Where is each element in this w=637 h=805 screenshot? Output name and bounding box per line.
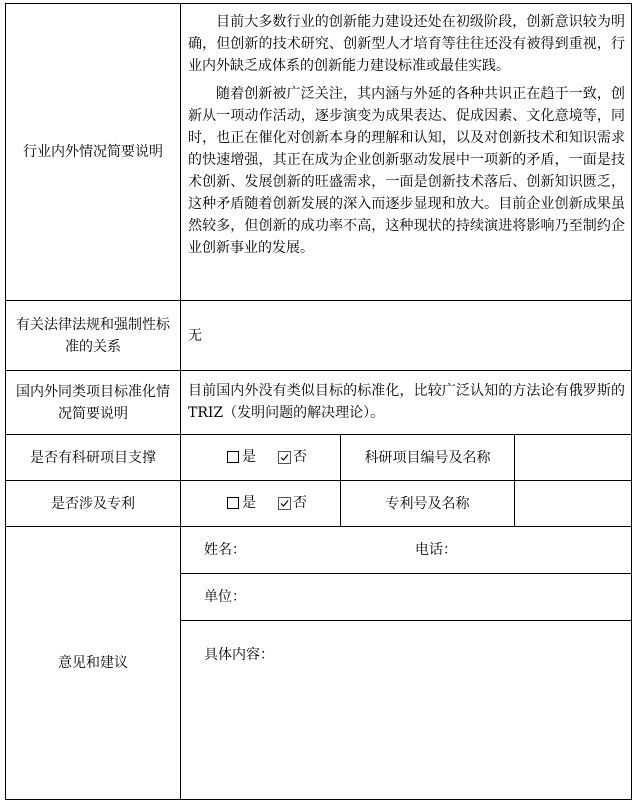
standard-value: 目前国内外没有类似目标的标准化，比较广泛认知的方法论有俄罗斯的 TRIZ（发明问题的解决理论）。 (188, 383, 625, 421)
patent-yes-checkbox[interactable] (227, 497, 239, 509)
industry-label-text: 行业内外情况简要说明 (23, 144, 163, 160)
research-label (6, 435, 180, 480)
opinion-label (6, 527, 180, 799)
checkmark-icon (280, 499, 289, 508)
research-choice (227, 447, 307, 467)
patent-no-checkbox[interactable] (278, 497, 291, 510)
patent-no-label: 否 (293, 495, 307, 511)
research-field-label-text: 科研项目编号及名称 (364, 449, 491, 466)
industry-paragraph-1: 目前大多数行业的创新能力建设还处在初级阶段，创新意识较为明确，但创新的技术研究、创新型人才培育等往往还没有被得到重视，行业内外缺乏成体系的创新能力建设标准或最佳实践。 (188, 14, 625, 74)
law-value: 无 (188, 328, 202, 344)
research-yes-checkbox[interactable] (227, 451, 239, 463)
row-divider (180, 620, 632, 621)
research-no-checkbox[interactable] (278, 451, 291, 464)
unit-field-label[interactable]: 单位： (204, 589, 246, 605)
research-no-label: 否 (293, 449, 307, 465)
research-label-text: 是否有科研项目支撑 (30, 449, 156, 466)
name-field-label[interactable]: 姓名： (204, 542, 246, 558)
patent-yes-label: 是 (242, 495, 256, 511)
content-field-label[interactable]: 具体内容： (204, 647, 274, 663)
law-label-text: 有关法律法规和强制性标准的关系 (16, 316, 170, 355)
table-border-right (631, 3, 632, 800)
patent-field-value[interactable] (515, 481, 631, 526)
row-divider (180, 573, 632, 574)
standard-label-text: 国内外同类项目标准化情况简要说明 (16, 383, 170, 422)
industry-label (6, 4, 180, 300)
column-divider (180, 3, 181, 800)
research-yes-label: 是 (242, 449, 256, 465)
patent-label (6, 481, 180, 526)
table-border-bottom (5, 799, 632, 800)
patent-field-label-text: 专利号及名称 (385, 495, 470, 512)
patent-field-label (341, 481, 514, 526)
research-field-value[interactable] (515, 435, 631, 480)
proposal-form-table (5, 3, 632, 800)
phone-field-label[interactable]: 电话： (415, 542, 457, 558)
standard-label (6, 371, 180, 434)
research-field-label (341, 435, 514, 480)
law-label (6, 301, 180, 370)
patent-choice (227, 493, 307, 513)
opinion-label-text: 意见和建议 (58, 655, 128, 671)
patent-label-text: 是否涉及专利 (51, 495, 135, 512)
checkmark-icon (280, 453, 289, 462)
industry-paragraph-2: 随着创新被广泛关注，其内涵与外延的各种共识正在趋于一致，创新从一项动作活动，逐步演变为成果表达、促成因素、文化意境等，同时，也正在催化对创新本身的理解和认知，以及对创新技术和知识需求的快速增强，其正在成为企业创新驱动发展中一项新的矛盾，一面是技术创新、发展创新的旺盛需求，一面是创新技术落后、创新知识匮乏，这种矛盾随着创新发展的深入而逐步显现和放大。目前企业创新成果虽然较多，但创新的成功率不高，这种现状的持续演进将影响乃至制约企业创新事业的发展。 (188, 86, 625, 256)
